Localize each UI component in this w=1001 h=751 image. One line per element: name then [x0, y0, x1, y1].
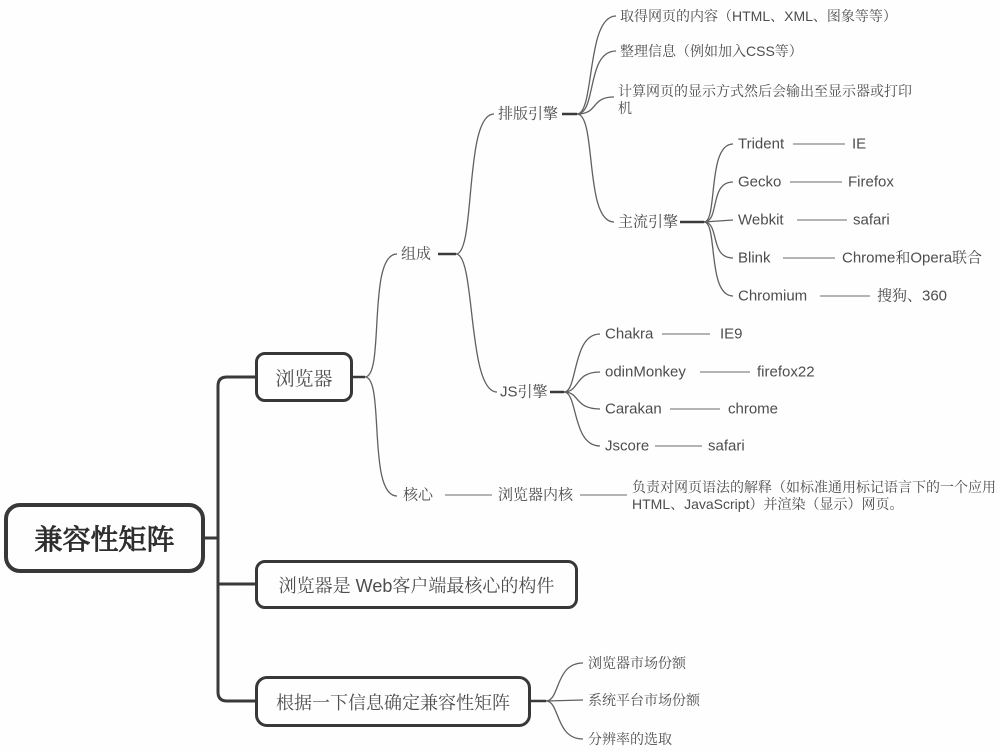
node-engine-odinmonkey[interactable]: odinMonkey [605, 363, 686, 381]
node-product-firefox22[interactable]: firefox22 [757, 363, 815, 381]
node-matrix[interactable]: 根据一下信息确定兼容性矩阵 [255, 676, 531, 727]
node-kernel-description[interactable]: 负责对网页语法的解释（如标准通用标记语言下的一个应用HTML、JavaScript）并渲染（显示）网页。 [632, 479, 996, 512]
node-engine-carakan[interactable]: Carakan [605, 400, 662, 418]
node-engine-webkit[interactable]: Webkit [738, 211, 784, 229]
node-product-firefox[interactable]: Firefox [848, 173, 894, 191]
node-engine-chakra[interactable]: Chakra [605, 325, 654, 343]
node-criterion-resolution[interactable]: 分辨率的选取 [588, 731, 672, 747]
node-engine-chromium[interactable]: Chromium [738, 287, 808, 305]
node-statement[interactable]: 浏览器是 Web客户端最核心的构件 [255, 560, 578, 609]
node-engine-jscore[interactable]: Jscore [605, 437, 650, 455]
node-product-safari[interactable]: safari [853, 211, 890, 229]
node-task-fetch-content[interactable]: 取得网页的内容（HTML、XML、图象等等） [620, 8, 897, 24]
node-browser-kernel[interactable]: 浏览器内核 [498, 486, 574, 504]
node-task-compute-display[interactable]: 计算网页的显示方式然后会输出至显示器或打印机 [618, 83, 912, 116]
node-mainstream-engines[interactable]: 主流引擎 [618, 213, 679, 231]
node-js-engine[interactable]: JS引擎 [500, 383, 548, 401]
node-task-organize-info[interactable]: 整理信息（例如加入CSS等） [620, 43, 803, 59]
node-product-ie[interactable]: IE [852, 135, 867, 153]
node-root[interactable]: 兼容性矩阵 [4, 503, 205, 573]
node-engine-trident[interactable]: Trident [738, 135, 785, 153]
node-criterion-browser-share[interactable]: 浏览器市场份额 [588, 655, 686, 671]
node-product-chrome-opera[interactable]: Chrome和Opera联合 [842, 249, 983, 267]
node-product-ie9[interactable]: IE9 [720, 325, 743, 343]
node-layout-engine[interactable]: 排版引擎 [498, 105, 559, 123]
node-core[interactable]: 核心 [403, 486, 434, 504]
node-product-sogou-360[interactable]: 搜狗、360 [877, 287, 948, 305]
node-product-jscore-safari[interactable]: safari [708, 437, 745, 455]
node-criterion-platform-share[interactable]: 系统平台市场份额 [588, 692, 700, 708]
node-engine-blink[interactable]: Blink [738, 249, 771, 267]
node-engine-gecko[interactable]: Gecko [738, 173, 782, 191]
node-browser[interactable]: 浏览器 [255, 352, 353, 402]
node-product-chrome[interactable]: chrome [728, 400, 779, 418]
node-composition[interactable]: 组成 [401, 245, 432, 263]
